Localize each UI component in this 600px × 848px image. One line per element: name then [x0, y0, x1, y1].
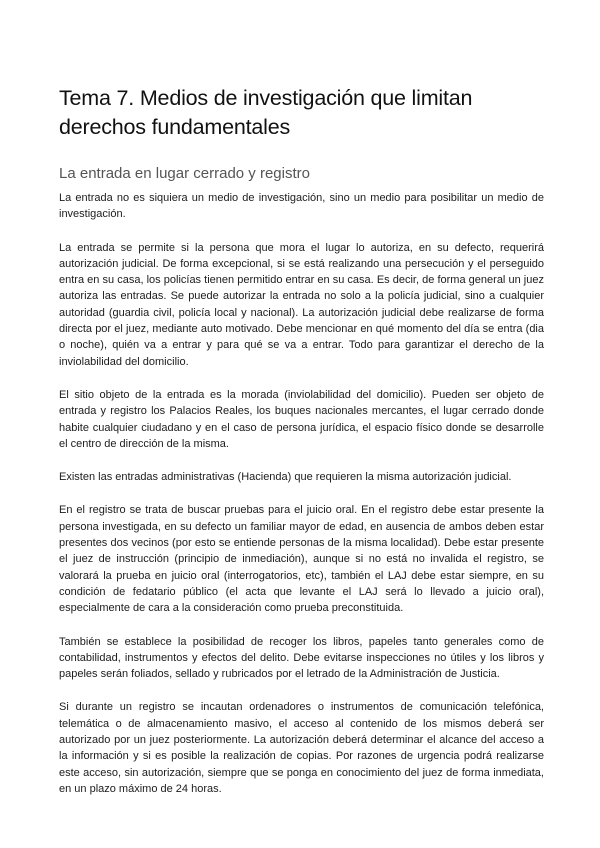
page-title: Tema 7. Medios de investigación que limitan derechos fundamentales	[59, 86, 473, 139]
section-subtitle: La entrada en lugar cerrado y registro	[59, 165, 310, 182]
paragraph-6: También se establece la posibilidad de recoger los libros, papeles tanto generales como de contabilidad, instrumentos y efectos del delito. Debe evitarse inspecciones no útiles y los libros y papeles serán foliados, sellado y rubricados por el letrado de la Administración de Justicia.	[59, 635, 544, 681]
paragraph-5: En el registro se trata de buscar pruebas para el juicio oral. En el registro debe estar presente la persona investigada, en su defecto un familiar mayor de edad, en ausencia de ambos deben estar presentes dos vecinos (por esto se entiende personas de la misma localidad). Debe estar presente el juez de instrucción (principio de inmediación), aunque si no está no invalida el registro, se valorará la prueba en juicio oral (interrogatorios, etc), también el LAJ debe estar siempre, en su condición de fedatario público (el acta que levante el LAJ será lo llevado a juicio oral), especialmente de cara a la consideración como prueba preconstituida.	[59, 504, 544, 615]
paragraph-4: Existen las entradas administrativas (Hacienda) que requieren la misma autorización judicial.	[59, 471, 512, 484]
paragraph-2: La entrada se permite si la persona que mora el lugar lo autoriza, en su defecto, requerirá autorización judicial. De forma excepcional, si se está realizando una persecución y el perseguido entra en su casa, los policías tienen permitido entrar en su casa. Es decir, de forma general un juez autoriza las entradas. Se puede autorizar la entrada no solo a la policía judicial, sino a cualquier autoridad (guardia civil, policía local y nacional). La autorización judicial debe realizarse de forma directa por el juez, mediante auto motivado. Debe mencionar en qué momento del día se entra (dia o noche), quién va a entrar y para qué se va a entrar. Todo para garantizar el derecho de la inviolabilidad del domicilio.	[59, 241, 544, 368]
paragraph-1: La entrada no es siquiera un medio de investigación, sino un medio para posibilitar un medio de investigación.	[59, 192, 544, 221]
paragraph-3: El sitio objeto de la entrada es la morada (inviolabilidad del domicilio). Pueden ser objeto de entrada y registro los Palacios Reales, los buques nacionales mercantes, el lugar cerrado donde habite cualquier ciudadano y en el caso de persona jurídica, el espacio físico donde se desarrolle el centro de dirección de la misma.	[59, 388, 544, 450]
paragraph-7: Si durante un registro se incautan ordenadores o instrumentos de comunicación telefónica, telemática o de almacenamiento masivo, el acceso al contenido de los mismos deberá ser autorizado por un juez posteriormente. La autorización deberá determinar el alcance del acceso a la información y si es posible la realización de copias. Por razones de urgencia podrá realizarse este acceso, sin autorización, siempre que se ponga en conocimiento del juez de forma inmediata, en un plazo máximo de 24 horas.	[59, 701, 544, 795]
